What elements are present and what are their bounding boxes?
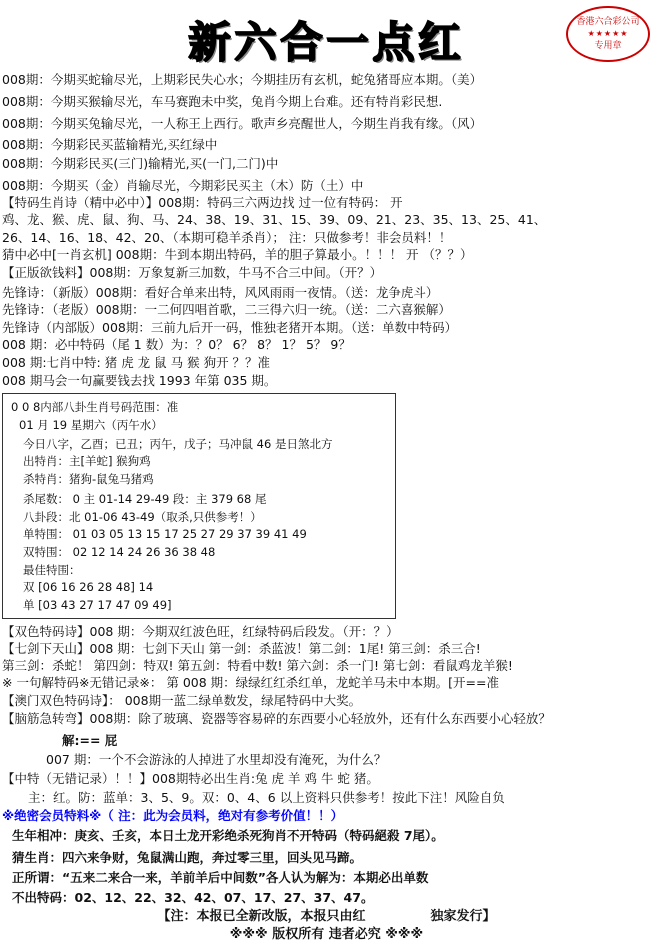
box-date: 01 月 19 星期六（丙午水）	[19, 418, 163, 432]
text-line: 【七剑下天山】008 期：七剑下天山 第一剑：杀蓝波！第二剑：1尾! 第三剑：杀三合!	[2, 641, 481, 656]
box-shuang: 双特围： 02 12 14 24 26 36 38 48	[23, 545, 216, 559]
text-line: 【脑筋急转弯】008期：除了玻璃、瓷器等容易碎的东西要小心轻放外，还有什么东西要小心轻放？	[2, 711, 551, 726]
member-notice: ※绝密会员特料※（ 注：此为会员料，绝对有参考价值！！）	[2, 808, 344, 823]
text-line: 鸡、龙、猴、虎、鼠、狗、马、24、38、19、31、15、39、09、21、23、35、13、25、41、	[2, 212, 547, 227]
box-dan: 单特围： 01 03 05 13 15 17 25 27 29 37 39 41 49	[23, 527, 307, 541]
company-seal	[566, 6, 650, 62]
text-line: 008期：今期买猴输尽光，车马赛跑未中奖，兔肖今期上台难。还有特肖彩民想.	[2, 94, 443, 109]
box-best-dan: 单 [03 43 27 17 47 09 49]	[23, 598, 172, 612]
box-best-label: 最佳特围：	[23, 563, 81, 577]
text-line: 【正版欲钱料】008期：万象复新三加数，牛马不合三中间。（开？）	[2, 265, 383, 280]
footer-note-start: 【注：本报已全新改版，本报只由红	[157, 909, 366, 924]
text-line: 先锋诗：（新版）008期：看好合单来出特，风风雨雨一夜情。（送：龙争虎斗）	[2, 285, 439, 300]
box-sha-te: 杀特肖：猪狗-鼠兔马猪鸡	[23, 472, 154, 486]
box-header: 0 0 8内部八卦生肖号码范围：准	[11, 400, 179, 414]
seal-stars: ★★★★★	[587, 29, 629, 38]
box-chu-te: 出特肖：主[羊蛇] 猴狗鸡	[23, 454, 151, 468]
box-bazi: 今日八字，乙酉；已丑；丙午，戊子；马冲鼠 46 是日煞北方	[23, 437, 333, 451]
text-line: 【澳门双色特码诗】： 008期一蓝二绿单数发，绿尾特码中大奖。	[2, 693, 362, 708]
text-line: 008期：今期买蛇输尽光，上期彩民失心水；今期挂历有玄机，蛇兔猪哥应本期。（美）	[2, 72, 483, 87]
text-line: 008 期马会一句赢要钱去找 1993 年第 035 期。	[2, 373, 277, 388]
seal-top: 香港六合彩公司	[576, 17, 640, 27]
text-line: 先锋诗（内部版）008期：三前九后开一码，惟独老猪开本期。（送：单数中特码）	[2, 320, 458, 335]
text-line: 先锋诗：（老版）008期：一二何四唱首歌，二三得六归一统。（送：二六喜猴解）	[2, 302, 451, 317]
box-best-shuang: 双 [06 16 26 28 48] 14	[23, 580, 154, 594]
text-line: 【双色特码诗】008 期：今期双红波色旺，红绿特码后段发。（开：？）	[2, 624, 399, 639]
text-line: 猜中必中[一肖玄机] 008期：牛到本期出特码，羊的胆子算最小。！！！ 开 （？？）	[2, 247, 473, 262]
text-line: ※ 一句解特码※无错记录※： 第 008 期：绿绿红红杀红单，龙蛇羊马未中本期。[开==准	[2, 675, 499, 690]
text-line: 008 期：必中特码（尾 1 数）为：？0？ 6？ 8？ 1？ 5？ 9？	[2, 337, 351, 352]
footer-note	[0, 905, 653, 924]
text-line: 008 期:七肖中特: 猪 虎 龙 鼠 马 猴 狗开 ？？准	[2, 355, 271, 370]
box-sha-wei: 杀尾数： 0 主 01-14 29-49 段：主 379 68 尾	[23, 492, 267, 506]
footer-note-end: 独家发行】	[430, 909, 496, 924]
text-line: 008期：今期买（金）肖输尽光，今期彩民买主（木）防（土）中	[2, 178, 364, 193]
text-line: 生年相冲：庚亥、壬亥，本日土龙开彩绝杀死狗肖不开特码（特码絕殺 7尾）。	[12, 828, 444, 843]
text-line: 不出特码：02、12、22、32、42、07、17、27、37、47。	[12, 890, 374, 905]
text-line: 【特码生肖诗（精中必中）】008期：特码三六两边找 过一位有特码： 开	[2, 195, 403, 210]
box-bagua: 八卦段：北 01-06 43-49（取杀,只供参考！）	[23, 510, 262, 524]
text-line: 【中特（无错记录）！！】008期特必出生肖:兔 虎 羊 鸡 牛 蛇 猪。	[2, 771, 379, 786]
text-line: 正所谓：“五来二来合一来，羊前羊后中间数”各人认为解为：本期必出单数	[12, 870, 429, 885]
text-line: 解:== 屁	[62, 733, 118, 748]
page-title: 新六合一点红	[188, 18, 465, 67]
text-line: 主：红。防：蓝单：3、5、9。双：0、4、6 以上资料只供参考！按此下注！风险自负	[28, 790, 505, 805]
text-line: 008期：今期彩民买(三门)输精光,买(一门,二门)中	[2, 156, 279, 171]
text-line: 26、14、16、18、42、20、（本期可稳羊杀肖）； 注：只做参考！非会员料！！	[2, 230, 452, 245]
text-line: 猜生肖：四六来争财，兔鼠满山跑，奔过零三里，回头见马蹄。	[12, 850, 363, 865]
bagua-box	[2, 393, 396, 619]
text-line: 008期：今期彩民买蓝输精光,买红绿中	[2, 137, 218, 152]
footer-copyright: ※※※ 版权所有 违者必究 ※※※	[229, 927, 424, 942]
text-line: 008期：今期买兔输尽光，一人称王上西行。歌声乡亮醒世人，今期生肖我有缘。（风）	[2, 116, 483, 131]
text-line: 第三剑：杀蛇！ 第四剑：特双! 第五剑：特看中数! 第六剑：杀一门! 第七剑：看鼠鸡龙羊猴!	[2, 658, 513, 673]
seal-bottom: 专用章	[594, 41, 622, 51]
text-line: 007 期：一个不会游泳的人掉进了水里却没有淹死，为什么？	[46, 752, 387, 767]
